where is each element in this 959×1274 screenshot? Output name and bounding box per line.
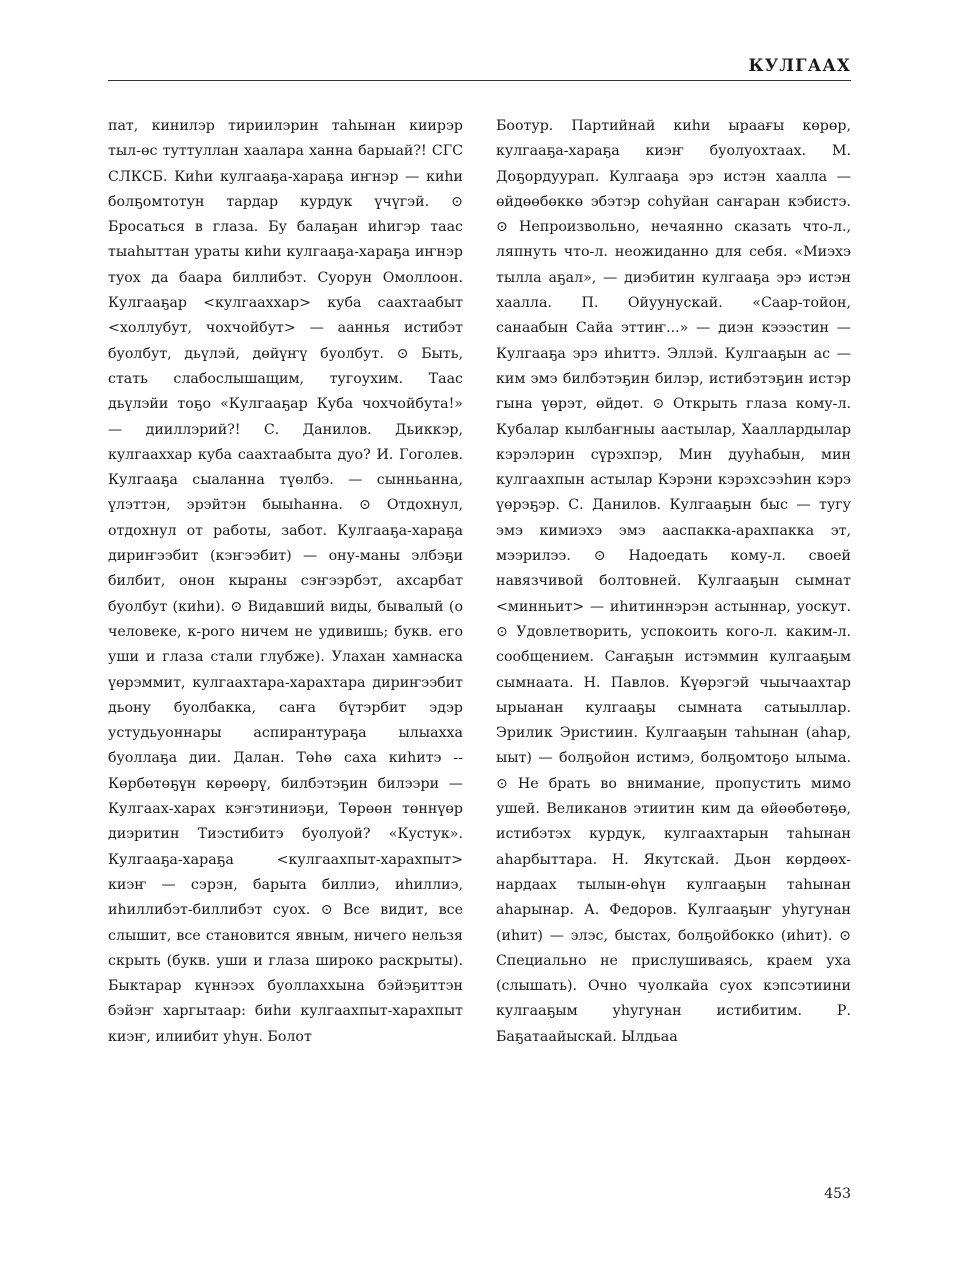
right-column-text: Боотур. Партийнай киһи ыраағы көрөр, кулгааҕа-хараҕа киэҥ буолуохтаах. М. Доҕордуурап. Кулгааҕа эрэ истэн хаалла — өйдөөбөккө эбэтэр соһуйан саҥаран кэбистэ. ⊙ Непроизвольно, нечаянно сказать что-л., ляпнуть что-л. неожиданно для себя. «Миэхэ тылла аҕал», — диэбитин кулгааҕа эрэ истэн хаалла. П. Ойуунускай. «Саар-тойон, санаабын Сайа эттиҥ...» — диэн кэээстин — Кулгааҕа эрэ иһиттэ. Эллэй. Кулгааҕын ас — ким эмэ билбэтэҕин билэр, истибэтэҕин истэр гына үөрэт, өйдөт. ⊙ Открыть глаза кому-л. Кубалар кылбаҥныы аастылар, Хааллардылар кэрэлэрин сүрэхпэр, Мин дууһабын, мин кулгаахпын астылар Кэрэни кэрэхсээһин кэрэ үөрэҕэр. С. Данилов. Кулгааҕын быс — тугу эмэ кимиэхэ эмэ ааспакка-арахпакка эт, мээрилээ. ⊙ Надоедать кому-л. своей навязчивой болтовней. Кулгааҕын сымнат <минньит> — иһитиннэрэн астыннар, уоскут. ⊙ Удовлетворить, успокоить кого-л. каким-л. сообщением. Саҥаҕын истэммин кулгааҕым сымнаата. Н. Павлов. Күөрэгэй чыычаахтар ырыанан кулгааҕы сымната сатыыллар. Эрилик Эристиин. Кулгааҕын таһынан (аһар, ыыт) — болҕойон истимэ, болҕомтоҕо ылыма. ⊙ Не брать во внимание, пропустить мимо ушей. Великанов этиитин ким да өйөөбөтөҕө, истибэтэх курдук, кулгаахтарын таһынан аһарбыттара. Н. Якутскай. Дьон көрдөөх-нардаах тылын-өһүн кулгааҕын таһынан аһарынар. А. Федоров. Кулгааҕыҥ уһугунан (иһит) — элэс, быстах, болҕойбокко (иһит). ⊙ Специально не прислушиваясь, краем уха (слышать). Очно чуолкайа суох кэпсэтиини кулгааҕым уһугунан истибитим. Р. Баҕатаайыскай. Ылдьаа	[496, 118, 851, 1045]
right-column	[496, 114, 851, 1050]
running-head: КУЛГААХ	[748, 56, 851, 75]
page-number: 453	[824, 1186, 851, 1202]
left-column-text: пат, кинилэр тириилэрин таһынан киирэр тыл-өс туттуллан хаалара ханна барыай?! СГС СЛКСБ. Киһи кулгааҕа-хараҕа иҥнэр — киһи болҕомтотун тардар курдук үчүгэй. ⊙ Бросаться в глаза. Бу балаҕан иһигэр таас тыаһыттан ураты киһи кулгааҕа-хараҕа иҥнэр туох да баара биллибэт. Суорун Омоллоон. Кулгааҕар <кулгааххар> куба саахтаабыт <холлубут, чохчойбут> — ааннья истибэт буолбут, дьүлэй, дөйүҥү буолбут. ⊙ Быть, стать слабослышащим, тугоухим. Таас дьүлэйи тоҕо «Кулгааҕар Куба чохчойбута!» — дииллэрий?! С. Данилов. Дьиккэр, кулгааххар куба саахтаабыта дуо? И. Гоголев. Кулгааҕа сыаланна түөлбэ. — сынньанна, үлэттэн, эрэйтэн быыһанна. ⊙ Отдохнул, отдохнул от работы, забот. Кулгааҕа-хараҕа дириҥээбит (кэҥээбит) — ону-маны элбэҕи билбит, онон кыраны сэҥээрбэт, ахсарбат буолбут (киһи). ⊙ Видавший виды, бывалый (о человеке, к-рого ничем не удивишь; букв. его уши и глаза стали глубже). Улахан хамнаска үөрэммит, кулгаахтара-харахтара дириҥээбит дьону буолбакка, саҥа бүтэрбит эдэр устудьуоннары аспирантураҕа ылыахха буоллаҕа дии. Далан. Төһө саха киһитэ -- Көрбөтөҕүн көрөөрү, билбэтэҕин билээри — Кулгаах-харах кэҥэтиниэҕи, Төрөөн төннүөр диэритин Тиэстибитэ буолуой? «Кустук». Кулгааҕа-хараҕа <кулгаахпыт-харахпыт> киэҥ — сэрэн, барыта биллиэ, иһиллиэ, иһиллибэт-биллибэт суох. ⊙ Все видит, все слышит, все становится явным, ничего нельзя скрыть (букв. уши и глаза широко раскрыты). Быктарар күннээх буоллаххына бэйэҕиттэн бэйэҥ харгытаар: биһи кулгаахпыт-харахпыт киэҥ, илиибит уһун. Болот	[108, 118, 463, 1045]
left-column	[108, 114, 463, 1050]
header-rule	[108, 80, 851, 81]
